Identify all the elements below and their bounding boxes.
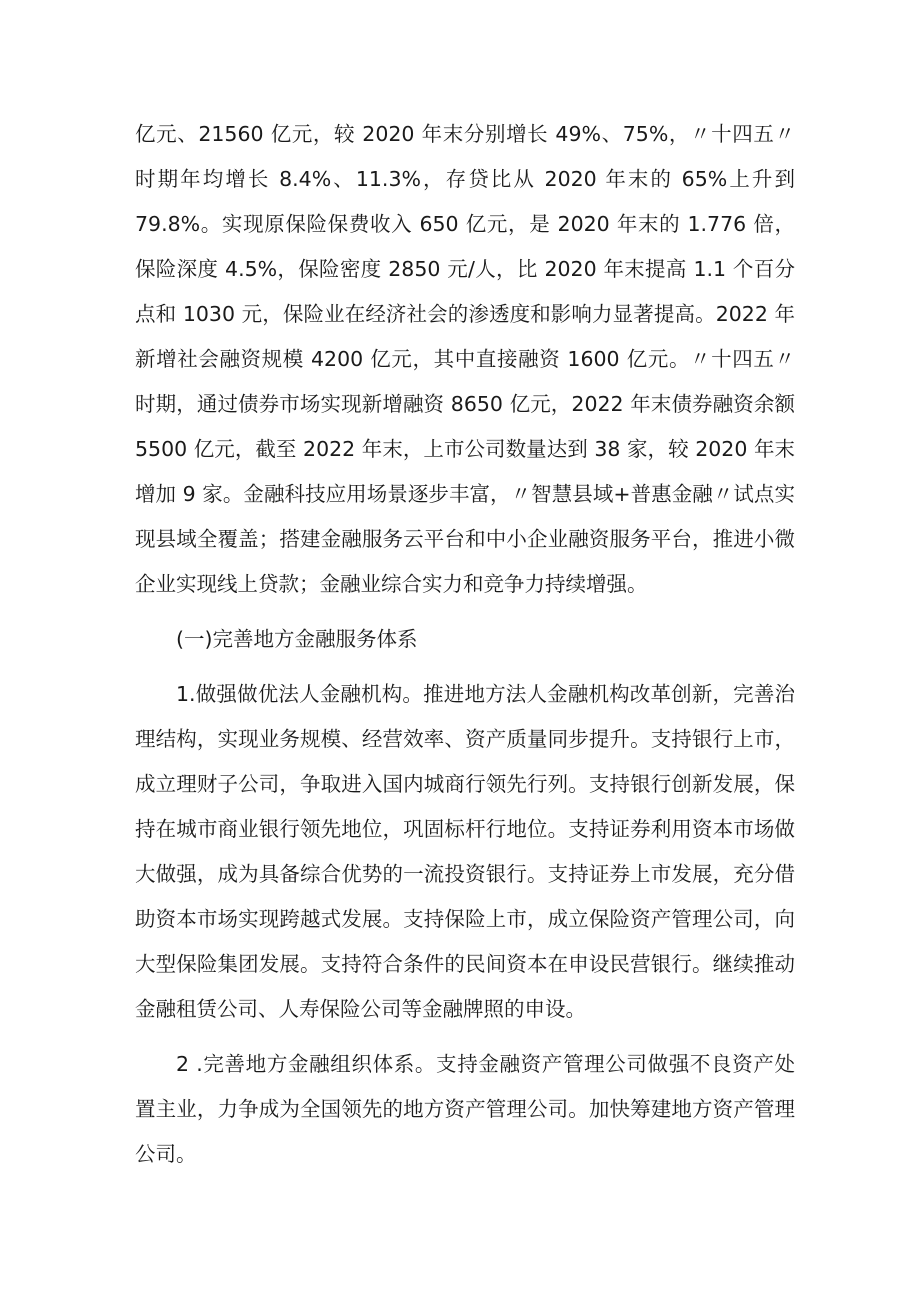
section-heading: (一)完善地方金融服务体系 [176, 627, 418, 651]
paragraph-legal-institutions: 1.做强做优法人金融机构。推进地方法人金融机构改革创新，完善治理结构，实现业务规模、经营效率、资产质量同步提升。支持银行上市，成立理财子公司，争取进入国内城商行领先行列。支持银行创新发展，保持在城市商业银行领先地位，巩固标杆行地位。支持证券利用资本市场做大做强，成为具备综合优势的一流投资银行。支持证券上市发展，充分借助资本市场实现跨越式发展。支持保险上市，成立保险资产管理公司，向大型保险集团发展。支持符合条件的民间资本在申设民营银行。继续推动金融租赁公司、人寿保险公司等金融牌照的申设。 [135, 682, 795, 1021]
paragraph-financial-statistics: 亿元、21560 亿元，较 2020 年末分别增长 49%、75%，〃十四五〃时期年均增长 8.4%、11.3%，存贷比从 2020 年末的 65%上升到 79.8%。实现原保险保费收入 650 亿元，是 2020 年末的 1.776 倍，保险深度 4.5%，保险密度 2850 元/人，比 2020 年末提高 1.1 个百分点和 1030 元，保险业在经济社会的渗透度和影响力显著提高。2022 年新增社会融资规模 4200 亿元，其中直接融资 1600 亿元。〃十四五〃时期，通过债券市场实现新增融资 8650 亿元，2022 年末债券融资余额 5500 亿元，截至 2022 年末，上市公司数量达到 38 家，较 2020 年末增加 9 家。金融科技应用场景逐步丰富，〃智慧县域+普惠金融〃试点实现县域全覆盖；搭建金融服务云平台和中小企业融资服务平台，推进小微企业实现线上贷款；金融业综合实力和竞争力持续增强。 [135, 122, 795, 596]
paragraph-organization-system: 2 .完善地方金融组织体系。支持金融资产管理公司做强不良资产处置主业，力争成为全国领先的地方资产管理公司。加快筹建地方资产管理公司。 [135, 1052, 795, 1166]
document-body [135, 112, 795, 1177]
